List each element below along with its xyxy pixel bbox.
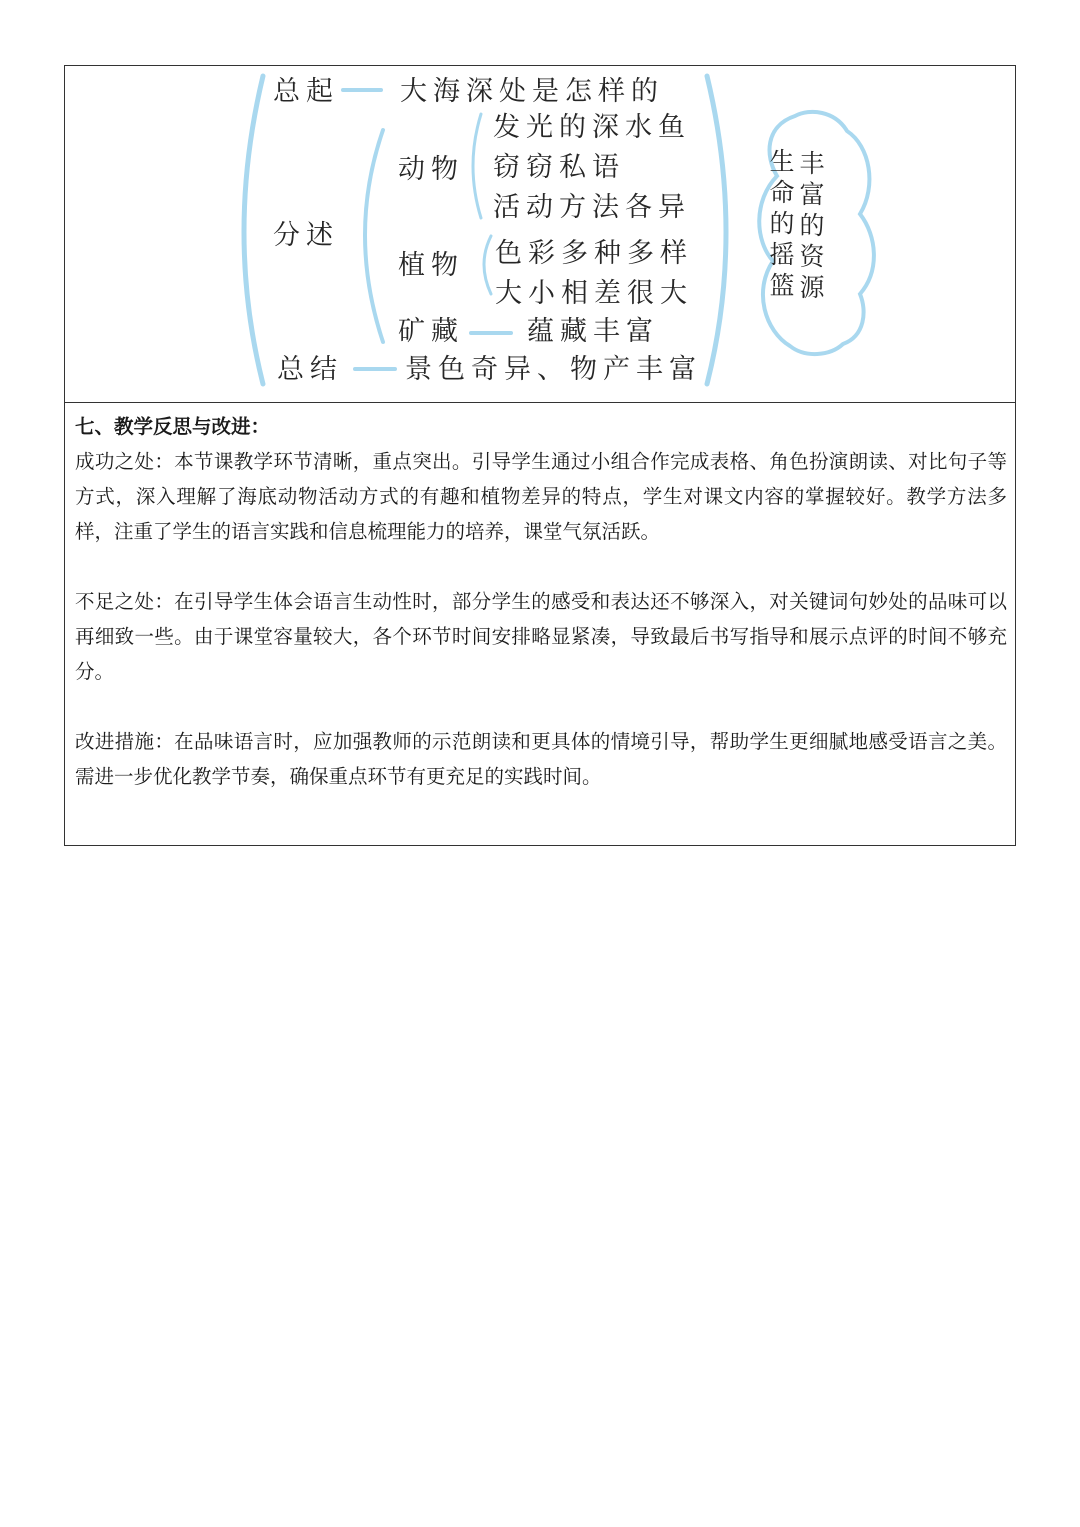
cloud-text-right: 丰富的资源 xyxy=(799,149,825,302)
text-zongjie: 景色奇异、物产丰富 xyxy=(405,354,702,385)
zhiwu-item-2: 大小相差很大 xyxy=(495,278,693,309)
reflection-improvement: 改进措施：在品味语言时，应加强教师的示范朗读和更具体的情境引导，帮助学生更细腻地感受语言之美。需进一步优化教学节奏，确保重点环节有更充足的实践时间。 xyxy=(75,730,1007,788)
lesson-table xyxy=(64,65,1016,846)
outer-bracket-left xyxy=(244,76,263,384)
reflection-shortcoming: 不足之处：在引导学生体会语言生动性时，部分学生的感受和表达还不够深入，对关键词句妙处的品味可以再细致一些。由于课堂容量较大，各个环节时间安排略显紧凑，导致最后书写指导和展示点评的时间不够充分。 xyxy=(75,590,1007,683)
reflection-success: 成功之处：本节课教学环节清晰，重点突出。引导学生通过小组合作完成表格、角色扮演朗读、对比句子等方式，深入理解了海底动物活动方式的有趣和植物差异的特点，学生对课文内容的掌握较好。教学方法多样，注重了学生的语言实践和信息梳理能力的培养，课堂气氛活跃。 xyxy=(75,450,1007,543)
cloud-text-left: 生命的摇篮 xyxy=(769,147,795,300)
reflection-heading: 七、教学反思与改进： xyxy=(75,415,271,438)
board-design-diagram xyxy=(65,66,1015,402)
dongwu-item-1: 发光的深水鱼 xyxy=(493,112,691,143)
dongwu-item-3: 活动方法各异 xyxy=(493,192,691,223)
text-kuangcang: 蕴藏丰富 xyxy=(527,316,659,347)
zhiwu-bracket xyxy=(484,236,491,294)
label-zongjie: 总结 xyxy=(277,354,343,385)
dongwu-bracket xyxy=(473,114,481,218)
dongwu-item-2: 窃窃私语 xyxy=(493,152,625,183)
label-fenshu: 分述 xyxy=(273,220,339,251)
zhiwu-item-1: 色彩多种多样 xyxy=(495,238,693,269)
outer-bracket-right xyxy=(707,76,726,384)
label-zongqi: 总起 xyxy=(273,76,339,107)
label-dongwu: 动物 xyxy=(398,154,464,185)
row-divider xyxy=(65,402,1015,403)
label-kuangcang: 矿藏 xyxy=(398,316,464,347)
reflection-section xyxy=(75,409,1007,794)
text-zongqi: 大海深处是怎样的 xyxy=(400,76,664,107)
label-zhiwu: 植物 xyxy=(398,250,464,281)
fenshu-bracket xyxy=(365,130,383,342)
